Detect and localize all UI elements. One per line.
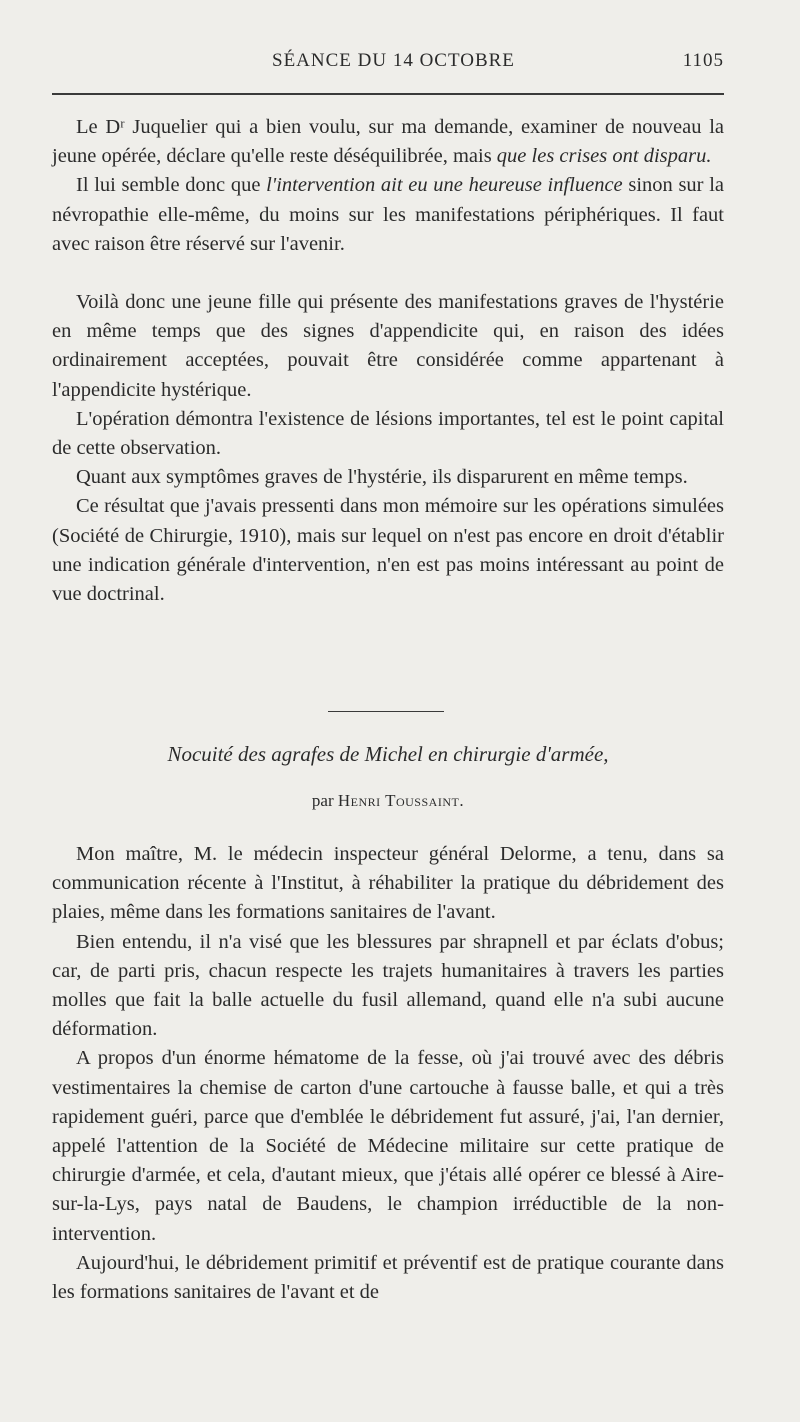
section-separator	[328, 711, 444, 712]
paragraph	[52, 171, 724, 259]
byline-prefix: par	[311, 791, 334, 810]
article-title: Nocuité des agrafes de Michel en chirurgie d'armée,	[167, 742, 609, 766]
paragraph: Aujourd'hui, le débridement primitif et préventif est de pratique courante dans les formations sanitaires de l'avant et de	[52, 1251, 724, 1304]
running-title: SÉANCE DU 14 OCTOBRE	[272, 50, 515, 71]
running-header	[52, 50, 724, 78]
paragraph: Ce résultat que j'avais pressenti dans mon mémoire sur les opérations simulées (Société de Chirurgie, 1910), mais sur lequel on n'est pas encore en droit d'établir une indication générale d'intervention, n'en est pas moins intéressant au point de vue doctrinal.	[52, 495, 724, 606]
author-name: Henri Toussaint.	[337, 791, 465, 810]
paragraph: Mon maître, M. le médecin inspecteur général Delorme, a tenu, dans sa communication récente à l'Institut, à réhabiliter la pratique du débridement des plaies, même dans les formations sanitaires de l'avant.	[52, 843, 724, 924]
paragraph: Voilà donc une jeune fille qui présente des manifestations graves de l'hystérie en même temps que des signes d'appendicite qui, en raison des idées ordinairement acceptées, pouvait être considérée comme appartenant à l'appendicite hystérique.	[52, 291, 724, 401]
paragraph	[52, 113, 724, 171]
paragraph: Quant aux symptômes graves de l'hystérie, ils disparurent en même temps.	[76, 466, 688, 489]
paragraph: Bien entendu, il n'a visé que les blessures par shrapnell et par éclats d'obus; car, de parti pris, chacun respecte les trajets humanitaires à travers les parties molles que fait la balle actuelle du fusil allemand, quand elle n'a subi aucune déformation.	[52, 930, 724, 1041]
paragraph-italic: que les crises ont disparu.	[496, 145, 712, 168]
page-number: 1105	[682, 50, 724, 71]
paragraph-italic: l'intervention ait eu une heureuse influence	[266, 174, 623, 197]
paragraph-text: Le Dʳ Juquelier qui a bien voulu, sur ma demande, examiner de nouveau la jeune opérée, déclare qu'elle reste déséquilibrée, mais	[52, 116, 724, 168]
header-rule	[52, 93, 724, 95]
paragraph-text: Il lui semble donc que	[76, 174, 267, 197]
paragraph-text: sinon sur la névropathie elle-même, du moins sur les manifestations périphériques. Il faut avec raison être réservé sur l'avenir.	[52, 174, 724, 255]
section-one-body	[52, 113, 724, 609]
paragraph: A propos d'un énorme hématome de la fesse, où j'ai trouvé avec des débris vestimentaires la chemise de carton d'une cartouche à fausse balle, et qui a très rapidement guéri, parce que d'emblée le débridement fut assuré, j'ai, l'an dernier, appelé l'attention de la Société de Médecine militaire sur cette pratique de chirurgie d'armée, et cela, d'autant mieux, que j'étais allé opérer ce blessé à Aire-sur-la-Lys, pays natal de Baudens, le champion irréductible de la non-intervention.	[52, 1047, 724, 1245]
paragraph: L'opération démontra l'existence de lésions importantes, tel est le point capital de cette observation.	[52, 407, 724, 460]
section-two-body	[52, 840, 724, 1307]
byline	[52, 791, 724, 811]
